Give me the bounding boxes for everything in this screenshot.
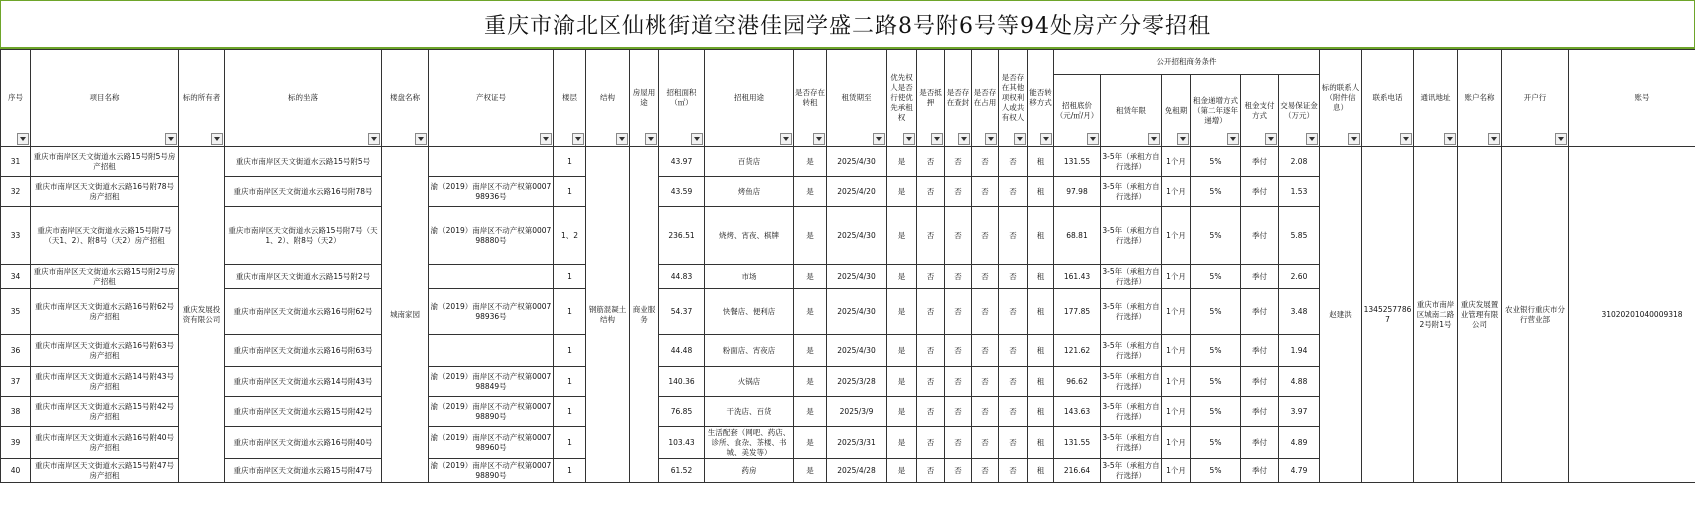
cell-seized[interactable]: 否 xyxy=(945,147,972,177)
filter-dropdown-icon[interactable] xyxy=(1040,133,1052,145)
col-usage: 房屋用途 xyxy=(630,50,659,147)
merged-cell-account-no[interactable]: 31020201040009318 xyxy=(1569,147,1695,483)
cell-rent-use[interactable]: 干洗店、百货 xyxy=(705,397,794,427)
cell-seized[interactable]: 否 xyxy=(945,265,972,289)
cell-occupied[interactable]: 否 xyxy=(972,427,999,459)
cell-base-price[interactable]: 161.43 xyxy=(1054,265,1101,289)
col-sublet: 是否存在转租 xyxy=(794,50,827,147)
cell-priority[interactable]: 是 xyxy=(887,289,917,335)
cell-mortgage[interactable]: 否 xyxy=(917,147,945,177)
cell-seq[interactable]: 40 xyxy=(1,459,31,483)
filter-dropdown-icon[interactable] xyxy=(1148,133,1160,145)
cell-floor[interactable]: 1 xyxy=(554,367,586,397)
cell-transfer[interactable]: 租 xyxy=(1028,459,1054,483)
cell-other-rights[interactable]: 否 xyxy=(999,207,1028,265)
col-account-name: 账户名称 xyxy=(1458,50,1502,147)
cell-deposit[interactable]: 2.08 xyxy=(1279,147,1320,177)
cell-sublet[interactable]: 是 xyxy=(794,397,827,427)
cell-rent-use[interactable]: 生活配套（网吧、药店、诊所、食杂、茶楼、书城、美发等） xyxy=(705,427,794,459)
col-cert: 产权证号 xyxy=(429,50,554,147)
cell-seq[interactable]: 33 xyxy=(1,207,31,265)
col-mortgage: 是否抵押 xyxy=(917,50,945,147)
cell-payment[interactable]: 季付 xyxy=(1241,427,1279,459)
cell-transfer[interactable]: 租 xyxy=(1028,427,1054,459)
cell-area[interactable]: 61.52 xyxy=(659,459,705,483)
filter-dropdown-icon[interactable] xyxy=(540,133,552,145)
cell-lease-end[interactable]: 2025/3/9 xyxy=(827,397,887,427)
group-header-business-terms: 公开招租商务条件 xyxy=(1054,50,1320,75)
cell-free-period[interactable]: 1个月 xyxy=(1162,207,1191,265)
cell-term[interactable]: 3-5年（承租方自行选择） xyxy=(1101,459,1162,483)
cell-cert[interactable]: 渝（2019）南岸区不动产权第000798936号 xyxy=(429,289,554,335)
cell-deposit[interactable]: 1.94 xyxy=(1279,335,1320,367)
cell-cert[interactable] xyxy=(429,265,554,289)
cell-project[interactable]: 重庆市南岸区天文街道水云路15号附5号房产招租 xyxy=(31,147,179,177)
cell-other-rights[interactable]: 否 xyxy=(999,397,1028,427)
cell-area[interactable]: 236.51 xyxy=(659,207,705,265)
cell-seized[interactable]: 否 xyxy=(945,289,972,335)
cell-lease-end[interactable]: 2025/4/30 xyxy=(827,335,887,367)
cell-other-rights[interactable]: 否 xyxy=(999,335,1028,367)
cell-priority[interactable]: 是 xyxy=(887,459,917,483)
cell-area[interactable]: 76.85 xyxy=(659,397,705,427)
merged-cell-building[interactable]: 城南家园 xyxy=(382,147,429,483)
cell-sublet[interactable]: 是 xyxy=(794,177,827,207)
cell-free-period[interactable]: 1个月 xyxy=(1162,177,1191,207)
filter-dropdown-icon[interactable] xyxy=(1087,133,1099,145)
cell-occupied[interactable]: 否 xyxy=(972,459,999,483)
cell-cert[interactable]: 渝（2019）南岸区不动产权第000798849号 xyxy=(429,367,554,397)
cell-floor[interactable]: 1 xyxy=(554,459,586,483)
cell-floor[interactable]: 1 xyxy=(554,289,586,335)
cell-other-rights[interactable]: 否 xyxy=(999,459,1028,483)
cell-seq[interactable]: 39 xyxy=(1,427,31,459)
col-occupied: 是否存在占用 xyxy=(972,50,999,147)
cell-term[interactable]: 3-5年（承租方自行选择） xyxy=(1101,289,1162,335)
col-term: 租赁年限 xyxy=(1101,75,1162,147)
cell-project[interactable]: 重庆市南岸区天文街道水云路14号附43号房产招租 xyxy=(31,367,179,397)
cell-seq[interactable]: 36 xyxy=(1,335,31,367)
cell-seized[interactable]: 否 xyxy=(945,459,972,483)
cell-seized[interactable]: 否 xyxy=(945,427,972,459)
col-account-no: 账号 xyxy=(1569,50,1695,147)
rental-table xyxy=(0,49,1695,483)
cell-base-price[interactable]: 143.63 xyxy=(1054,397,1101,427)
filter-dropdown-icon[interactable] xyxy=(958,133,970,145)
col-location: 标的坐落 xyxy=(225,50,382,147)
cell-cert[interactable]: 渝（2019）南岸区不动产权第000798960号 xyxy=(429,427,554,459)
cell-sublet[interactable]: 是 xyxy=(794,459,827,483)
cell-rent-use[interactable]: 快餐店、便利店 xyxy=(705,289,794,335)
cell-seized[interactable]: 否 xyxy=(945,397,972,427)
filter-dropdown-icon[interactable] xyxy=(645,133,657,145)
cell-mortgage[interactable]: 否 xyxy=(917,177,945,207)
cell-base-price[interactable]: 131.55 xyxy=(1054,147,1101,177)
filter-dropdown-icon[interactable] xyxy=(780,133,792,145)
cell-increase[interactable]: 5% xyxy=(1191,397,1241,427)
filter-dropdown-icon[interactable] xyxy=(1227,133,1239,145)
cell-rent-use[interactable]: 百货店 xyxy=(705,147,794,177)
merged-cell-bank[interactable]: 农业银行重庆市分行营业部 xyxy=(1502,147,1569,483)
cell-project[interactable]: 重庆市南岸区天文街道水云路15号附42号房产招租 xyxy=(31,397,179,427)
cell-area[interactable]: 43.97 xyxy=(659,147,705,177)
cell-rent-use[interactable]: 火锅店 xyxy=(705,367,794,397)
cell-sublet[interactable]: 是 xyxy=(794,147,827,177)
cell-area[interactable]: 44.48 xyxy=(659,335,705,367)
cell-other-rights[interactable]: 否 xyxy=(999,177,1028,207)
cell-payment[interactable]: 季付 xyxy=(1241,147,1279,177)
cell-project[interactable]: 重庆市南岸区天文街道水云路16号附78号房产招租 xyxy=(31,177,179,207)
cell-payment[interactable]: 季付 xyxy=(1241,289,1279,335)
cell-cert[interactable] xyxy=(429,147,554,177)
col-project: 项目名称 xyxy=(31,50,179,147)
cell-increase[interactable]: 5% xyxy=(1191,207,1241,265)
cell-deposit[interactable]: 3.48 xyxy=(1279,289,1320,335)
col-contact-person: 标的联系人（附件信息） xyxy=(1320,50,1362,147)
col-priority: 优先权人是否行使优先承租权 xyxy=(887,50,917,147)
cell-free-period[interactable]: 1个月 xyxy=(1162,397,1191,427)
col-structure: 结构 xyxy=(586,50,630,147)
cell-transfer[interactable]: 租 xyxy=(1028,265,1054,289)
filter-dropdown-icon[interactable] xyxy=(368,133,380,145)
cell-base-price[interactable]: 96.62 xyxy=(1054,367,1101,397)
filter-dropdown-icon[interactable] xyxy=(17,133,29,145)
cell-cert[interactable]: 渝（2019）南岸区不动产权第000798936号 xyxy=(429,177,554,207)
filter-dropdown-icon[interactable] xyxy=(813,133,825,145)
cell-priority[interactable]: 是 xyxy=(887,397,917,427)
cell-location[interactable]: 重庆市南岸区天文街道水云路16号附78号 xyxy=(225,177,382,207)
cell-term[interactable]: 3-5年（承租方自行选择） xyxy=(1101,427,1162,459)
cell-deposit[interactable]: 4.79 xyxy=(1279,459,1320,483)
cell-seq[interactable]: 38 xyxy=(1,397,31,427)
cell-floor[interactable]: 1 xyxy=(554,335,586,367)
filter-dropdown-icon[interactable] xyxy=(1348,133,1360,145)
cell-deposit[interactable]: 4.89 xyxy=(1279,427,1320,459)
cell-base-price[interactable]: 68.81 xyxy=(1054,207,1101,265)
cell-increase[interactable]: 5% xyxy=(1191,335,1241,367)
cell-seq[interactable]: 34 xyxy=(1,265,31,289)
cell-seq[interactable]: 37 xyxy=(1,367,31,397)
cell-transfer[interactable]: 租 xyxy=(1028,177,1054,207)
cell-lease-end[interactable]: 2025/4/30 xyxy=(827,147,887,177)
col-building: 楼盘名称 xyxy=(382,50,429,147)
cell-mortgage[interactable]: 否 xyxy=(917,207,945,265)
cell-other-rights[interactable]: 否 xyxy=(999,265,1028,289)
cell-area[interactable]: 44.83 xyxy=(659,265,705,289)
col-lease-end: 租赁期至 xyxy=(827,50,887,147)
cell-increase[interactable]: 5% xyxy=(1191,147,1241,177)
filter-dropdown-icon[interactable] xyxy=(931,133,943,145)
cell-seized[interactable]: 否 xyxy=(945,335,972,367)
cell-seized[interactable]: 否 xyxy=(945,207,972,265)
cell-payment[interactable]: 季付 xyxy=(1241,265,1279,289)
cell-cert[interactable]: 渝（2019）南岸区不动产权第000798880号 xyxy=(429,207,554,265)
cell-sublet[interactable]: 是 xyxy=(794,265,827,289)
cell-sublet[interactable]: 是 xyxy=(794,289,827,335)
cell-rent-use[interactable]: 市场 xyxy=(705,265,794,289)
filter-dropdown-icon[interactable] xyxy=(1555,133,1567,145)
filter-dropdown-icon[interactable] xyxy=(691,133,703,145)
cell-location[interactable]: 重庆市南岸区天文街道水云路14号附43号 xyxy=(225,367,382,397)
cell-priority[interactable]: 是 xyxy=(887,177,917,207)
cell-cert[interactable] xyxy=(429,335,554,367)
cell-other-rights[interactable]: 否 xyxy=(999,147,1028,177)
cell-term[interactable]: 3-5年（承租方自行选择） xyxy=(1101,265,1162,289)
cell-priority[interactable]: 是 xyxy=(887,427,917,459)
col-seized: 是否存在查封 xyxy=(945,50,972,147)
cell-deposit[interactable]: 1.53 xyxy=(1279,177,1320,207)
cell-location[interactable]: 重庆市南岸区天文街道水云路16号附62号 xyxy=(225,289,382,335)
cell-priority[interactable]: 是 xyxy=(887,207,917,265)
cell-project[interactable]: 重庆市南岸区天文街道水云路16号附62号房产招租 xyxy=(31,289,179,335)
col-transfer: 能否转移方式 xyxy=(1028,50,1054,147)
cell-other-rights[interactable]: 否 xyxy=(999,367,1028,397)
cell-sublet[interactable]: 是 xyxy=(794,335,827,367)
col-base-price: 招租底价（元/㎡/月） xyxy=(1054,75,1101,147)
cell-term[interactable]: 3-5年（承租方自行选择） xyxy=(1101,367,1162,397)
cell-location[interactable]: 重庆市南岸区天文街道水云路15号附42号 xyxy=(225,397,382,427)
cell-mortgage[interactable]: 否 xyxy=(917,459,945,483)
cell-base-price[interactable]: 97.98 xyxy=(1054,177,1101,207)
cell-floor[interactable]: 1 xyxy=(554,177,586,207)
cell-transfer[interactable]: 租 xyxy=(1028,289,1054,335)
cell-lease-end[interactable]: 2025/4/30 xyxy=(827,207,887,265)
filter-dropdown-icon[interactable] xyxy=(1177,133,1189,145)
cell-occupied[interactable]: 否 xyxy=(972,397,999,427)
merged-cell-phone[interactable]: 13452577867 xyxy=(1362,147,1414,483)
sheet-title: 重庆市渝北区仙桃街道空港佳园学盛二路8号附6号等94处房产分零招租 xyxy=(0,0,1695,49)
cell-floor[interactable]: 1 xyxy=(554,147,586,177)
merged-cell-usage[interactable]: 商业服务 xyxy=(630,147,659,483)
cell-floor[interactable]: 1、2 xyxy=(554,207,586,265)
cell-cert[interactable]: 渝（2019）南岸区不动产权第000798890号 xyxy=(429,459,554,483)
cell-payment[interactable]: 季付 xyxy=(1241,177,1279,207)
cell-term[interactable]: 3-5年（承租方自行选择） xyxy=(1101,397,1162,427)
cell-floor[interactable]: 1 xyxy=(554,427,586,459)
cell-payment[interactable]: 季付 xyxy=(1241,207,1279,265)
cell-occupied[interactable]: 否 xyxy=(972,265,999,289)
cell-payment[interactable]: 季付 xyxy=(1241,459,1279,483)
cell-free-period[interactable]: 1个月 xyxy=(1162,459,1191,483)
cell-occupied[interactable]: 否 xyxy=(972,335,999,367)
merged-cell-owner[interactable]: 重庆发展投资有限公司 xyxy=(179,147,225,483)
cell-floor[interactable]: 1 xyxy=(554,265,586,289)
cell-term[interactable]: 3-5年（承租方自行选择） xyxy=(1101,177,1162,207)
cell-floor[interactable]: 1 xyxy=(554,397,586,427)
cell-priority[interactable]: 是 xyxy=(887,367,917,397)
cell-rent-use[interactable]: 粉面店、宵夜店 xyxy=(705,335,794,367)
cell-increase[interactable]: 5% xyxy=(1191,427,1241,459)
cell-base-price[interactable]: 177.85 xyxy=(1054,289,1101,335)
col-other-rights: 是否存在其他项权利人或共有权人 xyxy=(999,50,1028,147)
cell-location[interactable]: 重庆市南岸区天文街道水云路16号附40号 xyxy=(225,427,382,459)
cell-seq[interactable]: 35 xyxy=(1,289,31,335)
cell-location[interactable]: 重庆市南岸区天文街道水云路15号附5号 xyxy=(225,147,382,177)
cell-lease-end[interactable]: 2025/3/28 xyxy=(827,367,887,397)
col-rent-use: 招租用途 xyxy=(705,50,794,147)
cell-mortgage[interactable]: 否 xyxy=(917,289,945,335)
cell-sublet[interactable]: 是 xyxy=(794,207,827,265)
cell-project[interactable]: 重庆市南岸区天文街道水云路16号附63号房产招租 xyxy=(31,335,179,367)
merged-cell-address[interactable]: 重庆市南岸区城南二路2号附1号 xyxy=(1414,147,1458,483)
cell-payment[interactable]: 季付 xyxy=(1241,335,1279,367)
col-increase: 租金递增方式（第二年逐年递增） xyxy=(1191,75,1241,147)
cell-area[interactable]: 103.43 xyxy=(659,427,705,459)
filter-dropdown-icon[interactable] xyxy=(211,133,223,145)
col-floor: 楼层 xyxy=(554,50,586,147)
filter-dropdown-icon[interactable] xyxy=(985,133,997,145)
cell-free-period[interactable]: 1个月 xyxy=(1162,289,1191,335)
filter-dropdown-icon[interactable] xyxy=(903,133,915,145)
cell-lease-end[interactable]: 2025/4/20 xyxy=(827,177,887,207)
cell-increase[interactable]: 5% xyxy=(1191,367,1241,397)
cell-location[interactable]: 重庆市南岸区天文街道水云路16号附63号 xyxy=(225,335,382,367)
cell-cert[interactable]: 渝（2019）南岸区不动产权第000798890号 xyxy=(429,397,554,427)
cell-seq[interactable]: 32 xyxy=(1,177,31,207)
cell-increase[interactable]: 5% xyxy=(1191,289,1241,335)
cell-mortgage[interactable]: 否 xyxy=(917,335,945,367)
cell-mortgage[interactable]: 否 xyxy=(917,427,945,459)
cell-seized[interactable]: 否 xyxy=(945,177,972,207)
cell-occupied[interactable]: 否 xyxy=(972,177,999,207)
cell-occupied[interactable]: 否 xyxy=(972,147,999,177)
filter-dropdown-icon[interactable] xyxy=(1444,133,1456,145)
cell-mortgage[interactable]: 否 xyxy=(917,265,945,289)
cell-term[interactable]: 3-5年（承租方自行选择） xyxy=(1101,147,1162,177)
filter-dropdown-icon[interactable] xyxy=(1265,133,1277,145)
cell-other-rights[interactable]: 否 xyxy=(999,427,1028,459)
cell-location[interactable]: 重庆市南岸区天文街道水云路15号附47号 xyxy=(225,459,382,483)
cell-priority[interactable]: 是 xyxy=(887,147,917,177)
col-free-period: 免租期 xyxy=(1162,75,1191,147)
cell-base-price[interactable]: 121.62 xyxy=(1054,335,1101,367)
cell-increase[interactable]: 5% xyxy=(1191,265,1241,289)
col-deposit: 交易保证金（万元） xyxy=(1279,75,1320,147)
cell-rent-use[interactable]: 烤鱼店 xyxy=(705,177,794,207)
cell-transfer[interactable]: 租 xyxy=(1028,147,1054,177)
col-phone: 联系电话 xyxy=(1362,50,1414,147)
cell-mortgage[interactable]: 否 xyxy=(917,367,945,397)
cell-project[interactable]: 重庆市南岸区天文街道水云路15号附2号房产招租 xyxy=(31,265,179,289)
cell-mortgage[interactable]: 否 xyxy=(917,397,945,427)
cell-priority[interactable]: 是 xyxy=(887,335,917,367)
cell-lease-end[interactable]: 2025/4/28 xyxy=(827,459,887,483)
merged-cell-contact-person[interactable]: 赵建洪 xyxy=(1320,147,1362,483)
cell-deposit[interactable]: 5.85 xyxy=(1279,207,1320,265)
cell-occupied[interactable]: 否 xyxy=(972,367,999,397)
cell-seq[interactable]: 31 xyxy=(1,147,31,177)
cell-rent-use[interactable]: 烧烤、宵夜、棋牌 xyxy=(705,207,794,265)
filter-dropdown-icon[interactable] xyxy=(415,133,427,145)
table-row xyxy=(1,147,1695,177)
cell-sublet[interactable]: 是 xyxy=(794,367,827,397)
cell-free-period[interactable]: 1个月 xyxy=(1162,427,1191,459)
cell-lease-end[interactable]: 2025/3/31 xyxy=(827,427,887,459)
cell-rent-use[interactable]: 药房 xyxy=(705,459,794,483)
cell-deposit[interactable]: 2.60 xyxy=(1279,265,1320,289)
cell-sublet[interactable]: 是 xyxy=(794,427,827,459)
cell-transfer[interactable]: 租 xyxy=(1028,367,1054,397)
filter-dropdown-icon[interactable] xyxy=(1488,133,1500,145)
cell-transfer[interactable]: 租 xyxy=(1028,207,1054,265)
filter-dropdown-icon[interactable] xyxy=(165,133,177,145)
filter-dropdown-icon[interactable] xyxy=(616,133,628,145)
col-seq: 序号 xyxy=(1,50,31,147)
cell-lease-end[interactable]: 2025/4/30 xyxy=(827,265,887,289)
cell-priority[interactable]: 是 xyxy=(887,265,917,289)
cell-transfer[interactable]: 租 xyxy=(1028,397,1054,427)
cell-lease-end[interactable]: 2025/4/30 xyxy=(827,289,887,335)
col-area: 招租面积（㎡） xyxy=(659,50,705,147)
cell-deposit[interactable]: 4.88 xyxy=(1279,367,1320,397)
cell-free-period[interactable]: 1个月 xyxy=(1162,335,1191,367)
cell-payment[interactable]: 季付 xyxy=(1241,397,1279,427)
cell-seized[interactable]: 否 xyxy=(945,367,972,397)
filter-dropdown-icon[interactable] xyxy=(873,133,885,145)
cell-area[interactable]: 43.59 xyxy=(659,177,705,207)
cell-project[interactable]: 重庆市南岸区天文街道水云路15号附7号（天1、2）、附8号（天2）房产招租 xyxy=(31,207,179,265)
cell-increase[interactable]: 5% xyxy=(1191,459,1241,483)
cell-other-rights[interactable]: 否 xyxy=(999,289,1028,335)
cell-area[interactable]: 54.37 xyxy=(659,289,705,335)
col-payment: 租金支付方式 xyxy=(1241,75,1279,147)
filter-dropdown-icon[interactable] xyxy=(1306,133,1318,145)
cell-term[interactable]: 3-5年（承租方自行选择） xyxy=(1101,335,1162,367)
cell-occupied[interactable]: 否 xyxy=(972,289,999,335)
cell-area[interactable]: 140.36 xyxy=(659,367,705,397)
col-bank: 开户行 xyxy=(1502,50,1569,147)
col-address: 通讯地址 xyxy=(1414,50,1458,147)
cell-base-price[interactable]: 216.64 xyxy=(1054,459,1101,483)
cell-location[interactable]: 重庆市南岸区天文街道水云路15号附7号（天1、2）、附8号（天2） xyxy=(225,207,382,265)
cell-deposit[interactable]: 3.97 xyxy=(1279,397,1320,427)
cell-payment[interactable]: 季付 xyxy=(1241,367,1279,397)
cell-increase[interactable]: 5% xyxy=(1191,177,1241,207)
cell-project[interactable]: 重庆市南岸区天文街道水云路15号附47号房产招租 xyxy=(31,459,179,483)
cell-location[interactable]: 重庆市南岸区天文街道水云路15号附2号 xyxy=(225,265,382,289)
cell-project[interactable]: 重庆市南岸区天文街道水云路16号附40号房产招租 xyxy=(31,427,179,459)
cell-free-period[interactable]: 1个月 xyxy=(1162,367,1191,397)
merged-cell-account-name[interactable]: 重庆发展置业管理有限公司 xyxy=(1458,147,1502,483)
filter-dropdown-icon[interactable] xyxy=(1014,133,1026,145)
cell-occupied[interactable]: 否 xyxy=(972,207,999,265)
col-owner: 标的所有者 xyxy=(179,50,225,147)
cell-base-price[interactable]: 131.55 xyxy=(1054,427,1101,459)
cell-free-period[interactable]: 1个月 xyxy=(1162,265,1191,289)
cell-term[interactable]: 3-5年（承租方自行选择） xyxy=(1101,207,1162,265)
cell-transfer[interactable]: 租 xyxy=(1028,335,1054,367)
filter-dropdown-icon[interactable] xyxy=(572,133,584,145)
merged-cell-structure[interactable]: 钢筋混凝土结构 xyxy=(586,147,630,483)
cell-free-period[interactable]: 1个月 xyxy=(1162,147,1191,177)
filter-dropdown-icon[interactable] xyxy=(1400,133,1412,145)
